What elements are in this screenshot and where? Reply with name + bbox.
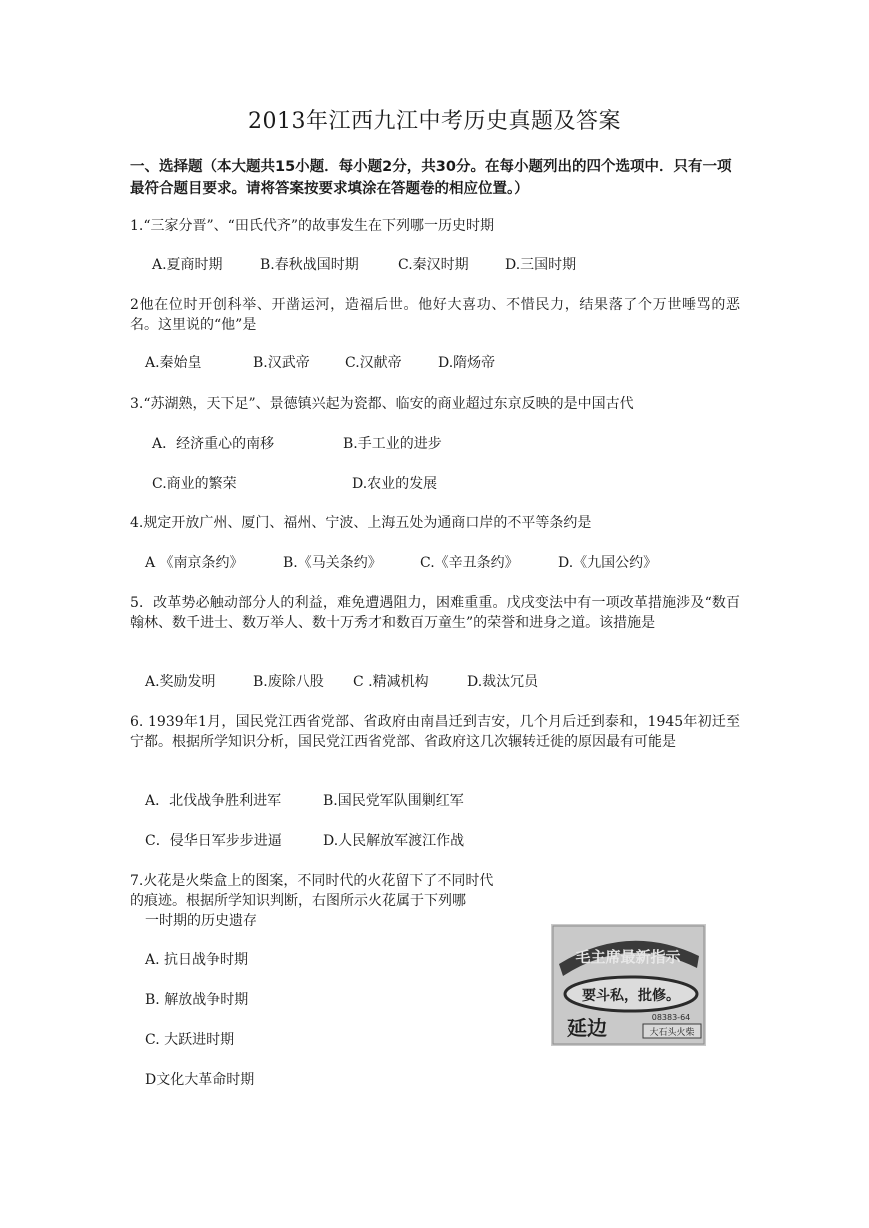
question-2-option-d: D.隋炀帝 bbox=[438, 355, 496, 371]
question-7-stem-line-1: 7.火花是火柴盒上的图案，不同时代的火花留下了不同时代 bbox=[130, 873, 494, 889]
question-1-option-c: C.秦汉时期 bbox=[398, 257, 469, 273]
question-5-stem: 5．改革势必触动部分人的利益，难免遭遇阻力，困难重重。戊戌变法中有一项改革措施涉及“数百翰林、数千进士、数万举人、数十万秀才和数百万童生”的荣誉和进身之道。该措施是 bbox=[130, 595, 740, 631]
question-7-stem-line-3: 一时期的历史遗存 bbox=[145, 913, 257, 929]
question-7-option-c: C. 大跃进时期 bbox=[145, 1032, 235, 1048]
question-5-option-a: A.奖励发明 bbox=[145, 674, 216, 690]
question-7-stem-line-2: 的痕迹。根据所学知识判断，右图所示火花属于下列哪 bbox=[130, 893, 466, 909]
matchbox-slogan-text: 要斗私，批修。 bbox=[582, 988, 680, 1004]
matchbox-label-image bbox=[551, 924, 706, 1046]
question-6-stem: 6. 1939年1月，国民党江西省党部、省政府由南昌迁到吉安，几个月后迁到泰和，1945年初迁至宁都。根据所学知识分析，国民党江西省党部、省政府这几次辗转迁徙的原因最有可能是 bbox=[130, 714, 740, 750]
question-5-option-d: D.裁汰冗员 bbox=[467, 674, 539, 690]
question-4-option-d: D.《九国公约》 bbox=[558, 555, 658, 571]
matchbox-code-text: 08383-64 bbox=[651, 1013, 691, 1022]
question-5-option-c: C .精减机构 bbox=[353, 674, 429, 690]
question-6-option-c: C．侵华日军步步进逼 bbox=[145, 833, 282, 849]
page-title: 2013年江西九江中考历史真题及答案 bbox=[248, 109, 621, 134]
question-4-option-c: C.《辛丑条约》 bbox=[420, 555, 519, 571]
question-4-option-a: A 《南京条约》 bbox=[145, 555, 244, 571]
question-7-option-d: D文化大革命时期 bbox=[145, 1072, 255, 1088]
question-6-option-d: D.人民解放军渡江作战 bbox=[323, 833, 465, 849]
question-6-option-b: B.国民党军队围剿红军 bbox=[323, 793, 464, 809]
question-3-option-a: A．经济重心的南移 bbox=[152, 436, 275, 452]
question-7-option-a: A. 抗日战争时期 bbox=[145, 952, 249, 968]
question-1-stem: 1.“三家分晋”、“田氏代齐”的故事发生在下列哪一历史时期 bbox=[130, 218, 494, 234]
question-3-option-c: C.商业的繁荣 bbox=[152, 476, 237, 492]
question-5-option-b: B.废除八股 bbox=[253, 674, 324, 690]
question-6-option-a: A．北伐战争胜利进军 bbox=[145, 793, 282, 809]
question-1-option-a: A.夏商时期 bbox=[152, 257, 223, 273]
question-2-option-c: C.汉献帝 bbox=[345, 355, 402, 371]
question-1-option-b: B.春秋战国时期 bbox=[260, 257, 359, 273]
matchbox-maker-text: 大石头火柴 bbox=[649, 1028, 695, 1038]
question-2-stem: 2他在位时开创科举、开凿运河，造福后世。他好大喜功、不惜民力，结果落了个万世唾骂的恶名。这里说的“他”是 bbox=[130, 297, 740, 333]
question-4-option-b: B.《马关条约》 bbox=[283, 555, 382, 571]
question-7-option-b: B. 解放战争时期 bbox=[145, 992, 249, 1008]
question-2-option-b: B.汉武帝 bbox=[253, 355, 310, 371]
question-3-option-d: D.农业的发展 bbox=[352, 476, 438, 492]
section-heading: 一、选择题（本大题共15小题．每小题2分，共30分。在每小题列出的四个选项中．只有一项最符合题目要求。请将答案按要求填涂在答题卷的相应位置。） bbox=[130, 159, 732, 197]
question-4-stem: 4.规定开放广州、厦门、福州、宁波、上海五处为通商口岸的不平等条约是 bbox=[130, 515, 592, 531]
question-1-option-d: D.三国时期 bbox=[505, 257, 577, 273]
question-3-option-b: B.手工业的进步 bbox=[343, 436, 442, 452]
question-3-stem: 3.“苏湖熟，天下足”、景德镇兴起为瓷都、临安的商业超过东京反映的是中国古代 bbox=[130, 396, 634, 412]
question-2-option-a: A.秦始皇 bbox=[145, 355, 202, 371]
matchbox-banner-text: 毛主席最新指示 bbox=[575, 948, 681, 966]
matchbox-brand-text: 延边 bbox=[567, 1016, 607, 1040]
